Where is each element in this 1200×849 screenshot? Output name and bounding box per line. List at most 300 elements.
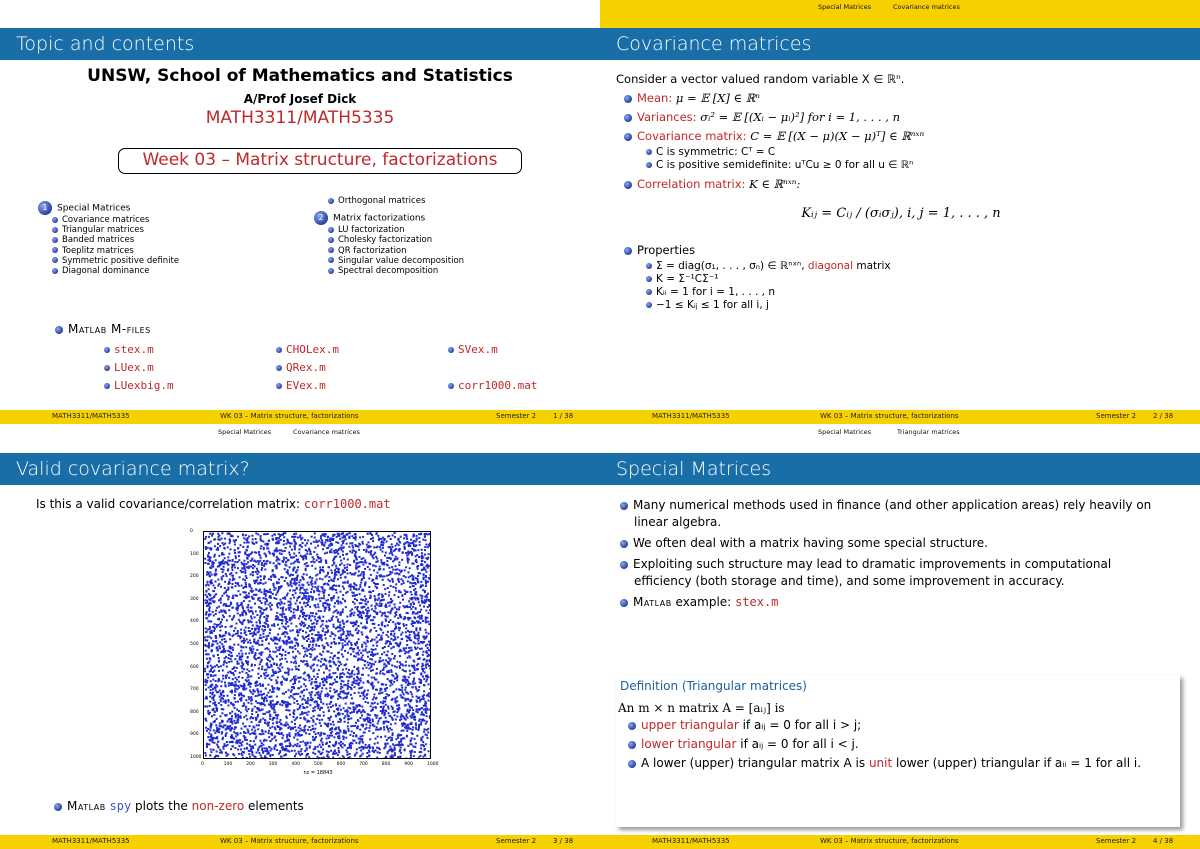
nonzero-marker: [375, 607, 377, 609]
nonzero-marker: [364, 561, 366, 563]
nonzero-marker: [385, 666, 387, 668]
nonzero-marker: [314, 694, 316, 696]
nonzero-marker: [221, 639, 223, 641]
nonzero-marker: [420, 586, 422, 588]
nonzero-marker: [332, 585, 334, 587]
nonzero-marker: [331, 642, 333, 644]
nav-subsection[interactable]: Covariance matrices: [293, 428, 360, 436]
nonzero-marker: [332, 757, 334, 759]
nonzero-marker: [295, 655, 297, 657]
nonzero-marker: [205, 645, 207, 647]
list-item: Correlation matrix: K ∈ ℝⁿˣⁿ:: [616, 175, 1186, 194]
nonzero-marker: [420, 724, 422, 726]
nonzero-marker: [408, 682, 410, 684]
nonzero-marker: [282, 597, 284, 599]
nonzero-marker: [266, 711, 268, 713]
nonzero-marker: [323, 597, 325, 599]
nonzero-marker: [328, 710, 330, 712]
nonzero-marker: [255, 532, 257, 534]
nonzero-marker: [426, 596, 428, 598]
nonzero-marker: [414, 545, 416, 547]
nonzero-marker: [332, 658, 334, 660]
nonzero-marker: [283, 678, 285, 680]
nonzero-marker: [245, 634, 247, 636]
nonzero-marker: [297, 651, 299, 653]
nonzero-marker: [340, 634, 342, 636]
nonzero-marker: [422, 663, 424, 665]
nonzero-marker: [321, 757, 323, 758]
nonzero-marker: [375, 698, 377, 700]
nonzero-marker: [292, 590, 294, 592]
nonzero-marker: [232, 668, 234, 670]
nonzero-marker: [226, 619, 228, 621]
nonzero-marker: [330, 732, 332, 734]
nonzero-marker: [237, 582, 239, 584]
nonzero-marker: [389, 612, 391, 614]
nonzero-marker: [300, 629, 302, 631]
nonzero-marker: [253, 756, 255, 758]
nonzero-marker: [310, 543, 312, 545]
nonzero-marker: [414, 633, 416, 635]
nonzero-marker: [351, 697, 353, 699]
nonzero-marker: [256, 628, 258, 630]
nonzero-marker: [269, 718, 271, 720]
nonzero-marker: [299, 724, 301, 726]
nonzero-marker: [378, 747, 380, 749]
nav-section[interactable]: Special Matrices: [218, 428, 272, 436]
nonzero-marker: [367, 702, 369, 704]
nonzero-marker: [308, 584, 310, 586]
nonzero-marker: [279, 628, 281, 630]
toc-item[interactable]: LU factorization: [314, 225, 464, 235]
nonzero-marker: [377, 751, 379, 753]
nonzero-marker: [266, 664, 268, 666]
nonzero-marker: [319, 597, 321, 599]
nonzero-marker: [343, 756, 345, 758]
nonzero-marker: [399, 667, 401, 669]
nonzero-marker: [361, 589, 363, 591]
nonzero-marker: [221, 568, 223, 570]
nonzero-marker: [304, 651, 306, 653]
nonzero-marker: [349, 572, 351, 574]
nonzero-marker: [407, 606, 409, 608]
mfile-link[interactable]: LUex.m: [104, 361, 154, 374]
nonzero-marker: [415, 629, 417, 631]
nonzero-marker: [264, 603, 266, 605]
nonzero-marker: [297, 566, 299, 568]
nonzero-marker: [362, 536, 364, 538]
spy-plot: [190, 529, 439, 776]
nonzero-marker: [273, 709, 275, 711]
nonzero-marker: [373, 553, 375, 555]
nonzero-marker: [425, 571, 427, 573]
nonzero-marker: [311, 565, 313, 567]
nonzero-marker: [347, 573, 349, 575]
nonzero-marker: [239, 594, 241, 596]
bullet-icon: [328, 257, 334, 263]
nonzero-marker: [367, 713, 369, 715]
nonzero-marker: [394, 606, 396, 608]
nonzero-marker: [319, 722, 321, 724]
nonzero-marker: [258, 619, 260, 621]
nonzero-marker: [275, 594, 277, 596]
nonzero-marker: [249, 756, 251, 758]
nonzero-marker: [266, 615, 268, 617]
nonzero-marker: [266, 740, 268, 742]
nonzero-marker: [225, 752, 227, 754]
nonzero-marker: [374, 600, 376, 602]
nonzero-marker: [342, 629, 344, 631]
nonzero-marker: [257, 728, 259, 730]
nonzero-marker: [337, 611, 339, 613]
nonzero-marker: [401, 559, 403, 561]
nonzero-marker: [410, 608, 412, 610]
nonzero-marker: [354, 686, 356, 688]
nonzero-marker: [423, 567, 425, 569]
nonzero-marker: [361, 631, 363, 633]
toc-item[interactable]: Cholesky factorization: [314, 235, 464, 245]
nonzero-marker: [401, 696, 403, 698]
nonzero-marker: [414, 637, 416, 639]
nonzero-marker: [209, 607, 211, 609]
nonzero-marker: [244, 579, 246, 581]
nonzero-marker: [316, 692, 318, 694]
toc-item[interactable]: Triangular matrices: [38, 225, 179, 235]
nonzero-marker: [398, 645, 400, 647]
nonzero-marker: [287, 652, 289, 654]
nonzero-marker: [285, 725, 287, 727]
nonzero-marker: [362, 543, 364, 545]
toc-item[interactable]: Spectral decomposition: [314, 266, 464, 276]
nonzero-marker: [321, 738, 323, 740]
nonzero-marker: [393, 745, 395, 747]
nonzero-marker: [377, 546, 379, 548]
nonzero-marker: [312, 752, 314, 754]
nonzero-marker: [385, 698, 387, 700]
bullet-icon: [328, 247, 334, 253]
nonzero-marker: [365, 636, 367, 638]
nonzero-marker: [364, 696, 366, 698]
nonzero-marker: [284, 658, 286, 660]
nonzero-marker: [428, 696, 430, 698]
nonzero-marker: [337, 621, 339, 623]
nonzero-marker: [420, 672, 422, 674]
nonzero-marker: [242, 705, 244, 707]
toc-section-title[interactable]: Matrix factorizations: [333, 213, 426, 224]
nonzero-marker: [409, 657, 411, 659]
nonzero-marker: [401, 684, 403, 686]
nonzero-marker: [215, 559, 217, 561]
nonzero-marker: [281, 616, 283, 618]
nonzero-marker: [384, 646, 386, 648]
nonzero-marker: [334, 750, 336, 752]
nonzero-marker: [339, 624, 341, 626]
nonzero-marker: [380, 544, 382, 546]
nonzero-marker: [409, 670, 411, 672]
nonzero-marker: [290, 580, 292, 582]
toc-item[interactable]: Diagonal dominance: [38, 266, 179, 276]
nonzero-marker: [312, 612, 314, 614]
nonzero-marker: [428, 683, 430, 685]
nonzero-marker: [352, 725, 354, 727]
nonzero-marker: [251, 710, 253, 712]
nonzero-marker: [412, 611, 414, 613]
nonzero-marker: [384, 555, 386, 557]
nonzero-marker: [209, 533, 211, 535]
nonzero-marker: [347, 683, 349, 685]
nonzero-marker: [408, 665, 410, 667]
nonzero-marker: [408, 703, 410, 705]
nonzero-marker: [399, 548, 401, 550]
nonzero-marker: [234, 694, 236, 696]
mfile-link[interactable]: corr1000.mat: [448, 379, 537, 392]
nonzero-marker: [303, 625, 305, 627]
sub-list-item: Σ = diag(σ₁, . . . , σₙ) ∈ ℝⁿˣⁿ, diagonal matrix: [616, 260, 1186, 273]
nonzero-marker: [238, 694, 240, 696]
nonzero-marker: [318, 750, 320, 752]
nonzero-marker: [248, 750, 250, 752]
nonzero-marker: [364, 690, 366, 692]
nonzero-marker: [269, 606, 271, 608]
nonzero-marker: [423, 659, 425, 661]
nonzero-marker: [412, 606, 414, 608]
nonzero-marker: [390, 647, 392, 649]
nonzero-marker: [213, 699, 215, 701]
nonzero-marker: [232, 579, 234, 581]
nonzero-marker: [223, 701, 225, 703]
nonzero-marker: [388, 594, 390, 596]
nonzero-marker: [369, 591, 371, 593]
nonzero-marker: [222, 669, 224, 671]
nonzero-marker: [268, 540, 270, 542]
nonzero-marker: [288, 552, 290, 554]
nonzero-marker: [279, 670, 281, 672]
nonzero-marker: [217, 755, 219, 757]
nonzero-marker: [293, 716, 295, 718]
nonzero-marker: [407, 559, 409, 561]
nonzero-marker: [362, 627, 364, 629]
nonzero-marker: [373, 582, 375, 584]
mfile-link[interactable]: CHOLex.m: [276, 343, 339, 356]
nonzero-marker: [418, 556, 420, 558]
mfile-link[interactable]: EVex.m: [276, 379, 326, 392]
nonzero-marker: [276, 715, 278, 717]
nonzero-marker: [425, 610, 427, 612]
nonzero-marker: [372, 703, 374, 705]
nonzero-marker: [368, 730, 370, 732]
nonzero-marker: [428, 633, 430, 635]
nonzero-marker: [336, 536, 338, 538]
bullet-icon: [276, 365, 282, 371]
nonzero-marker: [228, 685, 230, 687]
nonzero-marker: [390, 682, 392, 684]
toc-item[interactable]: QR factorization: [314, 246, 464, 256]
nonzero-marker: [217, 579, 219, 581]
nonzero-marker: [243, 695, 245, 697]
nav-section[interactable]: Special Matrices: [818, 3, 872, 11]
nonzero-marker: [407, 745, 409, 747]
nonzero-marker: [339, 718, 341, 720]
nonzero-marker: [237, 714, 239, 716]
mfile-link[interactable]: QRex.m: [276, 361, 326, 374]
nonzero-marker: [400, 591, 402, 593]
nonzero-marker: [314, 605, 316, 607]
nonzero-marker: [228, 682, 230, 684]
mfile-link[interactable]: stex.m: [104, 343, 154, 356]
nonzero-marker: [208, 552, 210, 554]
nonzero-marker: [319, 617, 321, 619]
nonzero-marker: [324, 631, 326, 633]
nonzero-marker: [419, 658, 421, 660]
nonzero-marker: [211, 632, 213, 634]
nonzero-marker: [345, 697, 347, 699]
nonzero-marker: [299, 696, 301, 698]
toc-item[interactable]: Toeplitz matrices: [38, 246, 179, 256]
nonzero-marker: [336, 616, 338, 618]
nonzero-marker: [388, 535, 390, 537]
nonzero-marker: [404, 689, 406, 691]
nonzero-marker: [429, 574, 430, 576]
nonzero-marker: [415, 722, 417, 724]
nonzero-marker: [262, 684, 264, 686]
nonzero-marker: [282, 626, 284, 628]
nonzero-marker: [285, 753, 287, 755]
toc-item[interactable]: Covariance matrices: [38, 215, 179, 225]
nonzero-marker: [234, 544, 236, 546]
file-link[interactable]: corr1000.mat: [303, 497, 391, 511]
nonzero-marker: [396, 679, 398, 681]
nonzero-marker: [257, 708, 259, 710]
nonzero-marker: [365, 744, 367, 746]
nonzero-marker: [379, 566, 381, 568]
nonzero-marker: [283, 701, 285, 703]
toc-item[interactable]: Singular value decomposition: [314, 256, 464, 266]
nonzero-marker: [334, 577, 336, 579]
nonzero-marker: [305, 595, 307, 597]
nonzero-marker: [367, 656, 369, 658]
mfile-link[interactable]: SVex.m: [448, 343, 498, 356]
nonzero-marker: [311, 615, 313, 617]
toc-item[interactable]: Symmetric positive definite: [38, 256, 179, 266]
nonzero-marker: [347, 686, 349, 688]
nonzero-marker: [286, 640, 288, 642]
nonzero-marker: [289, 619, 291, 621]
nonzero-marker: [270, 579, 272, 581]
nonzero-marker: [394, 749, 396, 751]
nonzero-marker: [216, 729, 218, 731]
nav-subsection[interactable]: Covariance matrices: [893, 3, 960, 11]
nonzero-marker: [296, 569, 298, 571]
nonzero-marker: [412, 683, 414, 685]
nonzero-marker: [233, 564, 235, 566]
nonzero-marker: [310, 729, 312, 731]
nonzero-marker: [390, 619, 392, 621]
nonzero-marker: [386, 654, 388, 656]
toc-section-title[interactable]: Special Matrices: [57, 203, 131, 214]
nonzero-marker: [392, 534, 394, 536]
nonzero-marker: [341, 544, 343, 546]
nonzero-marker: [269, 696, 271, 698]
nonzero-marker: [370, 550, 372, 552]
nonzero-marker: [275, 549, 277, 551]
nonzero-marker: [329, 608, 331, 610]
nonzero-marker: [308, 638, 310, 640]
nonzero-marker: [325, 665, 327, 667]
nonzero-marker: [283, 603, 285, 605]
nonzero-marker: [250, 642, 252, 644]
bullet-icon: [328, 198, 334, 204]
nonzero-marker: [340, 549, 342, 551]
nonzero-marker: [221, 538, 223, 540]
nonzero-marker: [286, 736, 288, 738]
nonzero-marker: [361, 571, 363, 573]
nonzero-marker: [279, 637, 281, 639]
nonzero-marker: [393, 657, 395, 659]
nonzero-marker: [215, 610, 217, 612]
nonzero-marker: [229, 615, 231, 617]
nonzero-marker: [321, 539, 323, 541]
nonzero-marker: [352, 625, 354, 627]
nonzero-marker: [406, 536, 408, 538]
toc-item[interactable]: Orthogonal matrices: [314, 196, 464, 206]
mfile-link[interactable]: LUexbig.m: [104, 379, 174, 392]
nonzero-marker: [419, 648, 421, 650]
nonzero-marker: [391, 571, 393, 573]
nonzero-marker: [316, 664, 318, 666]
nonzero-marker: [231, 660, 233, 662]
nonzero-marker: [403, 676, 405, 678]
nonzero-marker: [330, 569, 332, 571]
nonzero-marker: [242, 587, 244, 589]
nonzero-marker: [307, 604, 309, 606]
nonzero-marker: [210, 674, 212, 676]
nonzero-marker: [342, 569, 344, 571]
toc-item[interactable]: Banded matrices: [38, 235, 179, 245]
nonzero-marker: [424, 533, 426, 535]
nonzero-marker: [314, 657, 316, 659]
nonzero-marker: [420, 585, 422, 587]
nonzero-marker: [258, 631, 260, 633]
nonzero-marker: [386, 671, 388, 673]
nonzero-marker: [260, 557, 262, 559]
nonzero-marker: [255, 538, 257, 540]
nonzero-marker: [316, 623, 318, 625]
nonzero-marker: [398, 741, 400, 743]
nonzero-marker: [291, 689, 293, 691]
nonzero-marker: [398, 629, 400, 631]
nonzero-marker: [309, 576, 311, 578]
nonzero-marker: [326, 583, 328, 585]
nonzero-marker: [422, 641, 424, 643]
nonzero-marker: [374, 595, 376, 597]
nonzero-marker: [212, 675, 214, 677]
nonzero-marker: [404, 593, 406, 595]
nonzero-marker: [329, 540, 331, 542]
nonzero-marker: [354, 574, 356, 576]
nonzero-marker: [324, 542, 326, 544]
nonzero-marker: [359, 738, 361, 740]
nonzero-marker: [419, 572, 421, 574]
nonzero-marker: [299, 730, 301, 732]
nonzero-marker: [288, 709, 290, 711]
nonzero-marker: [208, 713, 210, 715]
nonzero-marker: [383, 747, 385, 749]
nonzero-marker: [252, 571, 254, 573]
nonzero-marker: [356, 599, 358, 601]
nonzero-marker: [347, 564, 349, 566]
nonzero-marker: [285, 623, 287, 625]
nonzero-marker: [254, 603, 256, 605]
